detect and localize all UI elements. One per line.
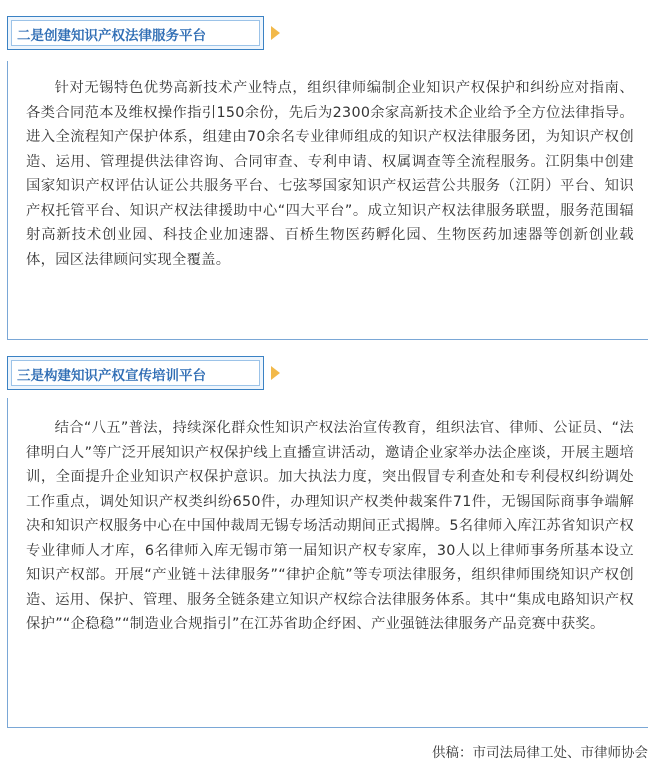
heading-arrow-icon bbox=[271, 366, 280, 380]
section-body-text: 针对无锡特色优势高新技术产业特点，组织律师编制企业知识产权保护和纠纷应对指南、各类合同范本及维权操作指引150余份，先后为2300余家高新技术企业给予全方位法律指导。进入全流程知产保护体系，组建由70余名专业律师组成的知识产权法律服务团，为知识产权创造、运用、管理提供法律咨询、合同审查、专利申请、权属调查等全流程服务。江阴集中创建国家知识产权评估认证公共服务平台、七弦琴国家知识产权运营公共服务（江阴）平台、知识产权托管平台、知识产权法律援助中心“四大平台”。成立知识产权法律服务联盟，服务范围辐射高新技术创业园、科技企业加速器、百桥生物医药孵化园、生物医药加速器等创新创业载体，园区法律顾问实现全覆盖。 bbox=[26, 80, 634, 268]
section-body-box bbox=[7, 398, 648, 728]
section-body-box bbox=[7, 61, 648, 340]
section-heading: 三是构建知识产权宣传培训平台 bbox=[17, 368, 206, 384]
article-credit: 供稿：市司法局律工处、市律师协会 bbox=[432, 745, 648, 761]
heading-arrow-icon bbox=[271, 26, 280, 40]
section-heading-tag bbox=[7, 356, 264, 390]
section-heading: 二是创建知识产权法律服务平台 bbox=[17, 28, 206, 44]
section-body-text: 结合“八五”普法，持续深化群众性知识产权法治宣传教育，组织法官、律师、公证员、“法律明白人”等广泛开展知识产权保护线上直播宣讲活动，邀请企业家举办法企座谈，开展主题培训，全面提升企业知识产权保护意识。加大执法力度，突出假冒专利查处和专利侵权纠纷调处工作重点，调处知识产权类纠纷650件，办理知识产权类仲裁案件71件，无锡国际商事争端解决和知识产权服务中心在中国仲裁周无锡专场活动期间正式揭牌。5名律师入库江苏省知识产权专业律师人才库，6名律师入库无锡市第一届知识产权专家库，30人以上律师事务所基本设立知识产权部。开展“产业链＋法律服务”“律护企航”等专项法律服务，组织律师围绕知识产权创造、运用、保护、管理、服务全链条建立知识产权综合法律服务体系。其中“集成电路知识产权保护”“企稳稳”“制造业合规指引”在江苏省助企纾困、产业强链法律服务产品竞赛中获奖。 bbox=[26, 420, 634, 632]
section-heading-tag bbox=[7, 16, 264, 50]
